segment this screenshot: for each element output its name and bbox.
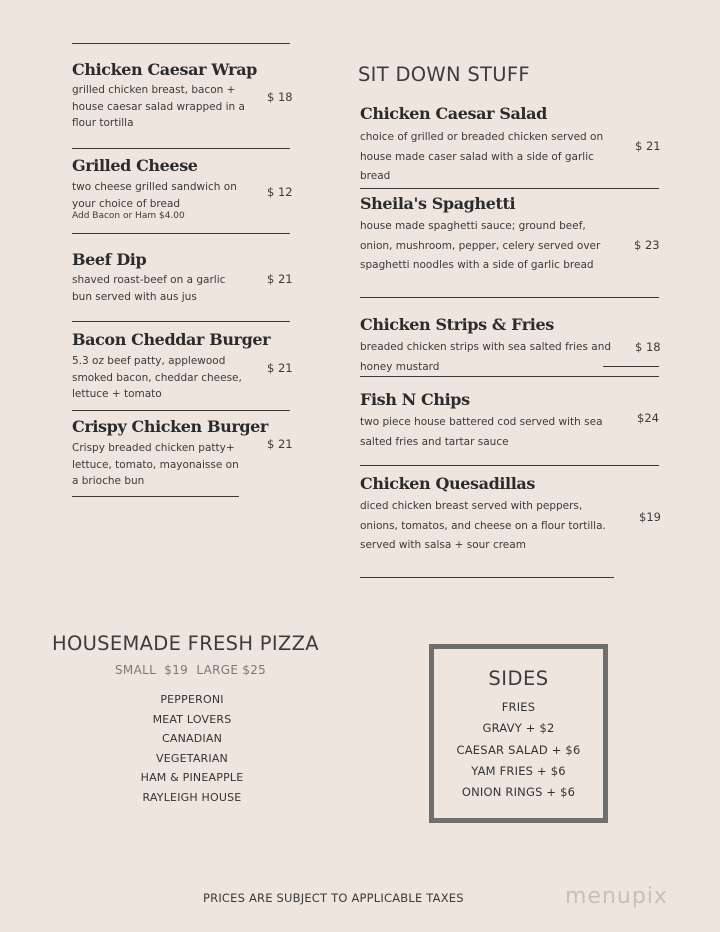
item-addon-note: Add Bacon or Ham $4.00 [72, 211, 185, 221]
divider [360, 188, 659, 189]
list-item: MEAT LOVERS [152, 712, 232, 726]
section-heading: HOUSEMADE FRESH PIZZA [52, 632, 319, 655]
divider [72, 43, 290, 44]
list-item: GRAVY + $2 [482, 721, 555, 736]
divider [360, 577, 614, 578]
item-description: Crispy breaded chicken patty+ lettuce, tomato, mayonaisse on a brioche bun [72, 442, 239, 487]
item-name: Sheila's Spaghetti [360, 194, 516, 213]
section-heading: SIT DOWN STUFF [358, 63, 530, 86]
sides-list [434, 697, 603, 803]
item-description: 5.3 oz beef patty, applewood smoked bacon, cheddar cheese, lettuce + tomato [72, 355, 242, 400]
list-item: FRIES [501, 700, 536, 714]
divider [360, 376, 659, 377]
item-description: house made spaghetti sauce; ground beef, onion, mushroom, pepper, celery served over spaghetti noodles with a side of garlic bread [360, 220, 601, 271]
list-item: CAESAR SALAD + $6 [456, 742, 581, 757]
item-name: Chicken Quesadillas [360, 474, 535, 493]
pizza-size-prices: SMALL $19 LARGE $25 [115, 663, 267, 677]
item-price: $19 [639, 510, 661, 524]
item-name: Chicken Caesar Wrap [72, 60, 257, 79]
item-price: $ 12 [267, 185, 293, 199]
item-description: two piece house battered cod served with sea salted fries and tartar sauce [360, 416, 603, 448]
item-price: $ 21 [267, 437, 293, 451]
section-heading: SIDES [488, 667, 549, 690]
sides-box [429, 644, 608, 823]
item-name: Chicken Strips & Fries [360, 315, 554, 334]
divider [72, 410, 290, 411]
divider [72, 321, 290, 322]
item-name: Beef Dip [72, 250, 147, 269]
list-item: RAYLEIGH HOUSE [142, 790, 242, 804]
item-name: Chicken Caesar Salad [360, 104, 547, 123]
item-description: diced chicken breast served with peppers, onions, tomatos, and cheese on a flour tortilla. served with salsa + sour cream [360, 500, 606, 551]
list-item: HAM & PINEAPPLE [140, 771, 244, 784]
item-description: shaved roast-beef on a garlic bun served with aus jus [72, 274, 226, 303]
item-price: $ 18 [267, 90, 293, 104]
item-name: Grilled Cheese [72, 156, 198, 175]
pizza-list [92, 690, 292, 807]
item-description: two cheese grilled sandwich on your choice of bread [72, 181, 237, 210]
tax-notice: PRICES ARE SUBJECT TO APPLICABLE TAXES [203, 891, 464, 905]
list-item: VEGETARIAN [156, 751, 228, 765]
divider [72, 148, 290, 149]
divider [72, 496, 239, 497]
item-name: Bacon Cheddar Burger [72, 330, 271, 349]
list-item: CANADIAN [161, 732, 223, 745]
divider [360, 297, 659, 298]
item-price: $ 18 [635, 340, 661, 354]
item-name: Crispy Chicken Burger [72, 417, 268, 436]
list-item: PEPPERONI [160, 693, 224, 706]
item-price: $24 [637, 411, 659, 425]
menupix-logo: menupix [565, 884, 668, 909]
item-description: choice of grilled or breaded chicken served on house made caser salad with a side of garlic bread [360, 131, 604, 182]
divider [360, 465, 659, 466]
item-price: $ 21 [267, 272, 293, 286]
item-description: breaded chicken strips with sea salted fries and honey mustard [360, 341, 612, 373]
list-item: ONION RINGS + $6 [461, 785, 576, 800]
divider [603, 366, 659, 367]
item-name: Fish N Chips [360, 390, 470, 409]
item-price: $ 21 [267, 361, 293, 375]
item-description: grilled chicken breast, bacon + house caesar salad wrapped in a flour tortilla [72, 84, 245, 129]
item-price: $ 23 [634, 238, 660, 252]
item-price: $ 21 [635, 139, 661, 153]
divider [72, 233, 290, 234]
list-item: YAM FRIES + $6 [471, 763, 566, 778]
